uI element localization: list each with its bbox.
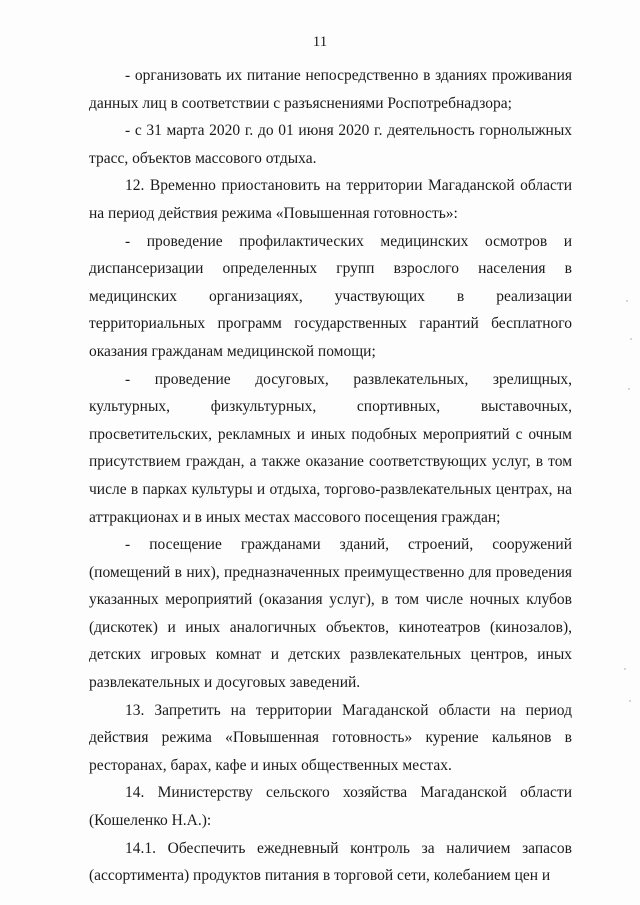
- paragraph-venue-visits: - посещение гражданами зданий, строений, сооружений (помещений в них), предназначенных преимущественно для проведения указанных мероприятий (оказания услуг), в том числе ночных клубов (дискотек) и иных аналогичных объектов, кинотеатров (кинозалов), детских игровых комнат и детских развлекательных центров, иных развлекательных и досуговых заведений.: [89, 536, 572, 692]
- scan-speck: [624, 668, 626, 670]
- scan-speck: [626, 300, 628, 302]
- page-number: 11: [312, 34, 328, 50]
- paragraph-item-13: 13. Запретить на территории Магаданской области на период действия режима «Повышенная готовность» курение кальянов в ресторанах, барах, кафе и иных общественных местах.: [89, 701, 572, 774]
- document-body: [89, 62, 572, 890]
- paragraph-catering: - организовать их питание непосредственно в зданиях проживания данных лиц в соответствии с разъяснениями Роспотребнадзора;: [89, 67, 572, 112]
- scan-speck: [628, 388, 630, 390]
- scan-speck: [629, 700, 631, 702]
- paragraph-item-14-1: 14.1. Обеспечить ежедневный контроль за наличием запасов (ассортимента) продуктов питания в торговой сети, колебанием цен и: [89, 839, 572, 885]
- scan-speck: [630, 338, 632, 340]
- paragraph-item-14: 14. Министерству сельского хозяйства Магаданской области (Кошеленко Н.А.):: [89, 784, 572, 830]
- paragraph-leisure-events: - проведение досуговых, развлекательных, зрелищных, культурных, физкультурных, спортивных, выставочных, просветительских, рекламных и иных подобных мероприятий с очным присутствием граждан, а также оказание соответствующих услуг, в том числе в парках культуры и отдыха, торгово-развлекательных центрах, на аттракционах и в иных местах массового посещения граждан;: [89, 370, 572, 526]
- paragraph-ski-slopes: - с 31 марта 2020 г. до 01 июня 2020 г. деятельность горнолыжных трасс, объектов массового отдыха.: [89, 122, 572, 167]
- paragraph-item-12: 12. Временно приостановить на территории Магаданской области на период действия режима «Повышенная готовность»:: [89, 177, 572, 222]
- paragraph-medical-checkups: - проведение профилактических медицинских осмотров и диспансеризации определенных групп взрослого населения в медицинских организациях, участвующих в реализации территориальных программ государственных гарантий бесплатного оказания гражданам медицинской помощи;: [89, 232, 572, 360]
